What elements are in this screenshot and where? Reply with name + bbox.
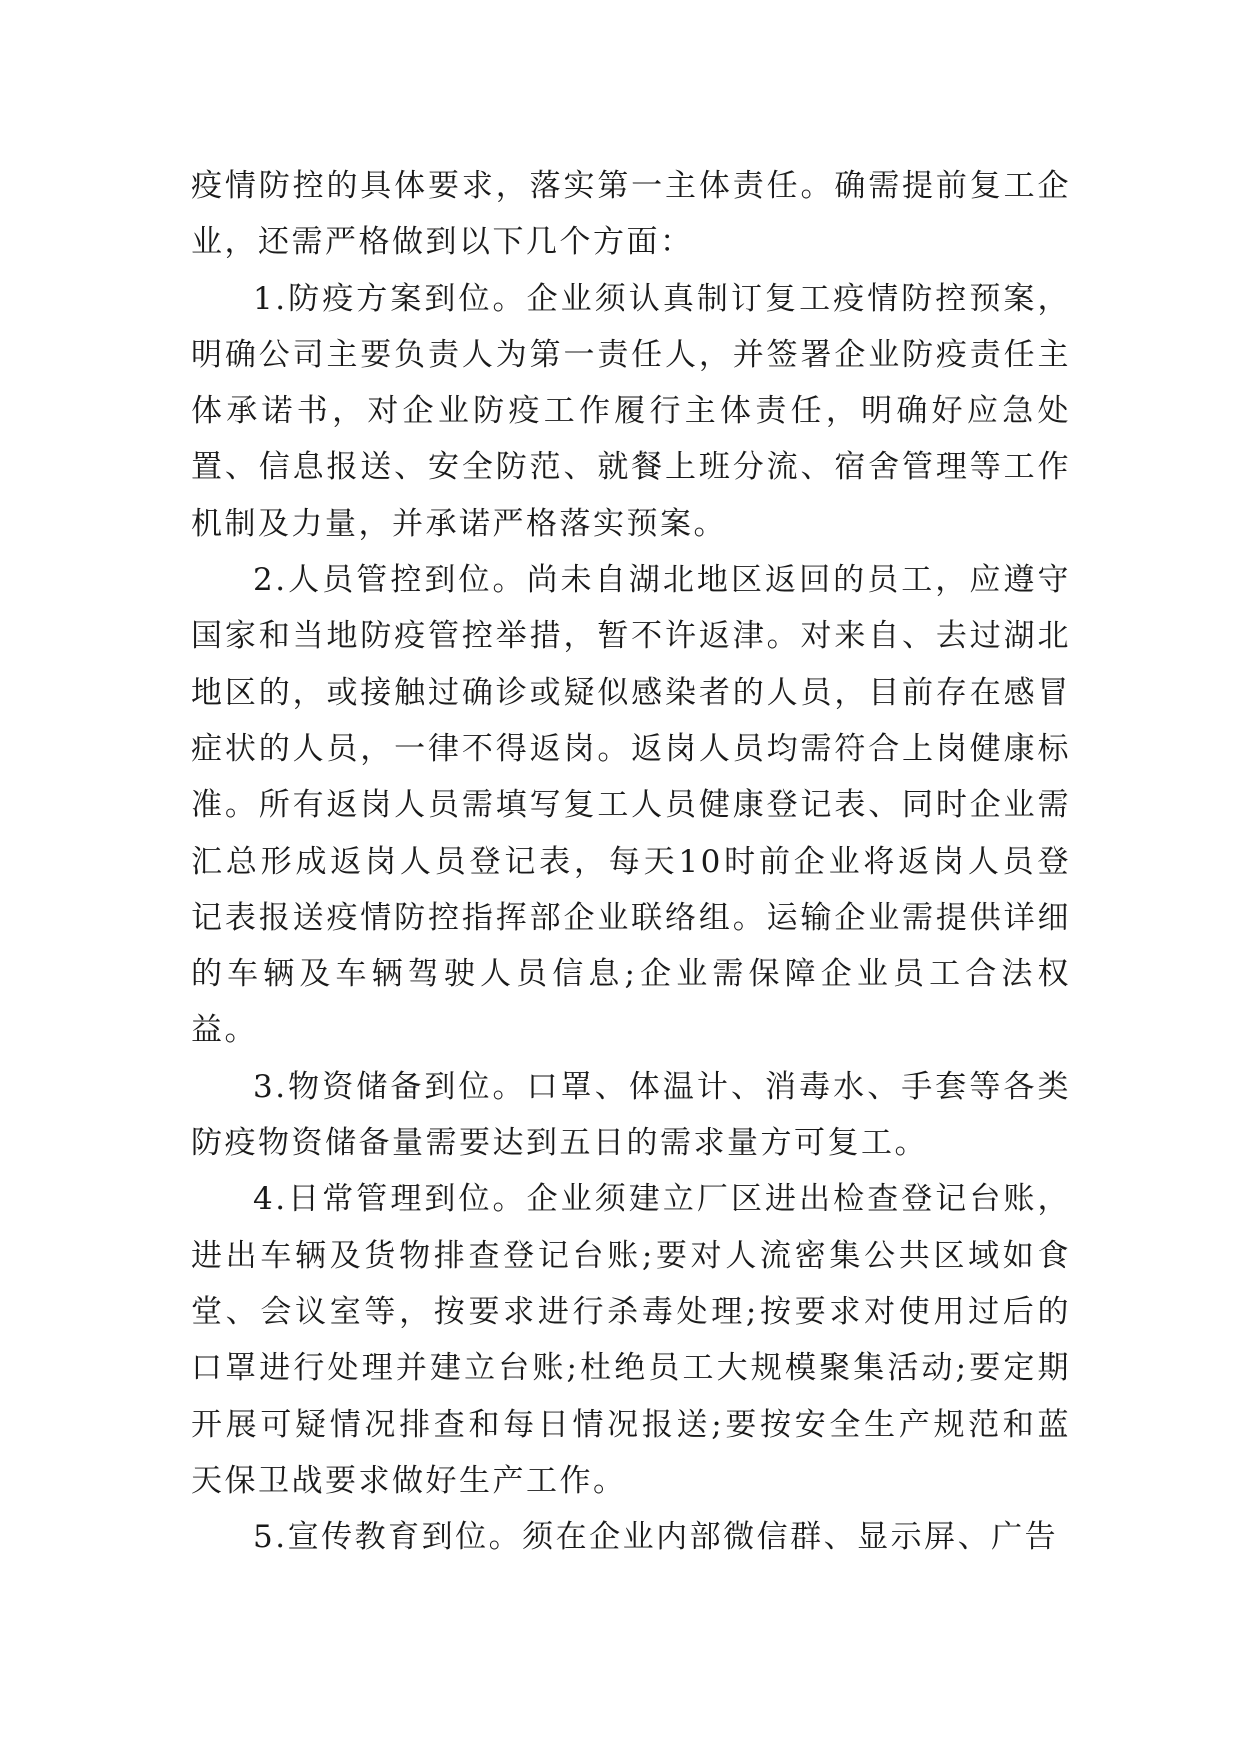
paragraph-item-5: 5.宣传教育到位。须在企业内部微信群、显示屏、广告 — [253, 1519, 1059, 1556]
paragraph-item-4: 4.日常管理到位。企业须建立厂区进出检查登记台账，进出车辆及货物排查登记台账;要对人流密集公共区域如食堂、会议室等，按要求进行杀毒处理;按要求对使用过后的口罩进行处理并建立台账;杜绝员工大规模聚集活动;要定期开展可疑情况排查和每日情况报送;要按安全生产规范和蓝天保卫战要求做好生产工作。 — [191, 1181, 1071, 1499]
paragraph-item-1: 1.防疫方案到位。企业须认真制订复工疫情防控预案，明确公司主要负责人为第一责任人，并签署企业防疫责任主体承诺书，对企业防疫工作履行主体责任，明确好应急处置、信息报送、安全防范、就餐上班分流、宿舍管理等工作机制及力量，并承诺严格落实预案。 — [191, 280, 1071, 542]
paragraph-continuation: 疫情防控的具体要求，落实第一主体责任。确需提前复工企业，还需严格做到以下几个方面： — [191, 168, 1071, 261]
paragraph-item-2: 2.人员管控到位。尚未自湖北地区返回的员工，应遵守国家和当地防疫管控举措，暂不许返津。对来自、去过湖北地区的，或接触过确诊或疑似感染者的人员，目前存在感冒症状的人员，一律不得返岗。返岗人员均需符合上岗健康标准。所有返岗人员需填写复工人员健康登记表、同时企业需汇总形成返岗人员登记表，每天10时前企业将返岗人员登记表报送疫情防控指挥部企业联络组。运输企业需提供详细的车辆及车辆驾驶人员信息;企业需保障企业员工合法权益。 — [191, 562, 1071, 1049]
paragraph-item-3: 3.物资储备到位。口罩、体温计、消毒水、手套等各类防疫物资储备量需要达到五日的需求量方可复工。 — [191, 1068, 1071, 1162]
document-body — [191, 158, 1071, 1565]
